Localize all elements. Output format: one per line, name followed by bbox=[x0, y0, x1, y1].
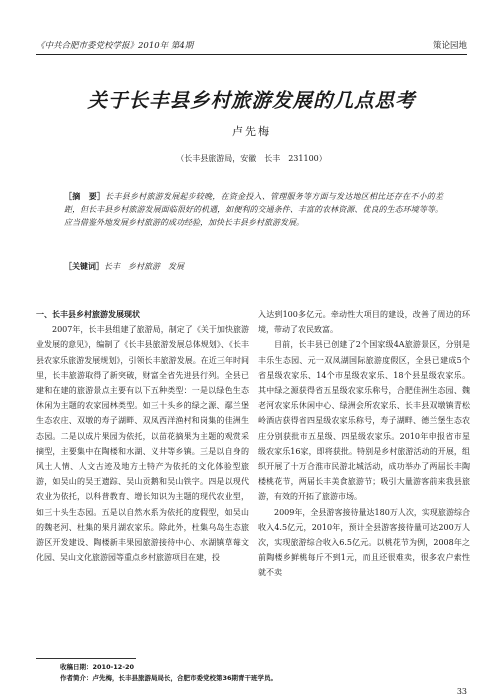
running-header bbox=[36, 39, 467, 53]
header-rule bbox=[36, 54, 467, 55]
author-bio: 作者简介：卢先梅，长丰县旅游局局长，合肥市委党校第36期青干班学员。 bbox=[60, 674, 278, 682]
abstract-text: 长丰县乡村旅游发展起步较晚，在资金投入、管理服务等方面与发达地区相比还存在不小的差距，但长丰县乡村旅游发展面临很好的机遇，如便利的交通条件、丰富的农林资源、优良的生态环境等等。应当借鉴外地发展乡村旅游的成功经验，加快长丰县乡村旅游发展。 bbox=[64, 192, 444, 227]
left-column bbox=[36, 307, 249, 565]
author-name: 卢先梅 bbox=[232, 125, 271, 138]
article-title: 关于长丰县乡村旅游发展的几点思考 bbox=[87, 89, 416, 112]
abstract-label: ［摘 要］ bbox=[64, 191, 106, 201]
received-date: 收稿日期：2010-12-20 bbox=[60, 663, 135, 671]
keywords bbox=[64, 261, 184, 272]
footnote-rule bbox=[36, 658, 136, 659]
keywords-text: 长丰 乡村旅游 发展 bbox=[104, 262, 184, 271]
body-paragraph: 2007年，长丰县组建了旅游局，制定了《关于加快旅游业发展的意见》，编制了《长丰县旅游发展总体规划》、《长丰县农家乐旅游发展规划》，引领长丰旅游发展。在近三年时间里，长丰旅游取得了新突破，财富全省先进县行列。全县已建和在建的旅游景点主要有以下五种类型：一是以绿色生态休闲为主题的农家园林类型。如三十头乡的绿之源、鄢兰堡生态农庄、双墩的寿子湖畔、双凤西洋渔村和岗集的佳洲生态园。二是以成片果园为依托，以苗花摘果为主题的观赏采摘型，主要集中在陶楼和水湖、义井等乡镇。三是以自身的风土人情、人文古迹及地方土特产为依托的文化体验型旅游，如吴山的吴王遗踪、吴山贡鹅和吴山铁字。四是以现代农业为依托，以科普教育、增长知识为主题的现代农业型，如三十头生态园。五是以自然水系为依托的度假型，如吴山的魏老河、杜集的果月湖农家乐。除此外，杜集乌岛生态旅游区开发建设、陶楼新丰果园旅游接待中心、水湖镇草莓文化园、吴山文化旅游园等重点乡村旅游项目在建，投 bbox=[36, 325, 249, 563]
body-paragraph: 2009年，全县游客接待量达180万人次，实现旅游综合收入4.5亿元，2010年，预计全县游客接待量可达200万人次，实现旅游综合收入6.5亿元。以桃花节为例，2008年之前陶楼乡鲜桃每斤不到1元，而且还很难卖，很多农户索性就不卖 bbox=[258, 507, 470, 578]
section-name: 策论园地 bbox=[432, 41, 467, 51]
author-affiliation: （长丰县旅游局，安徽 长丰 231100） bbox=[176, 154, 327, 163]
right-column bbox=[258, 307, 470, 581]
abstract bbox=[64, 190, 443, 229]
body-paragraph: 目前，长丰县已创建了2个国家级4A旅游景区，分别是丰乐生态园、元一双凤湖国际旅游度假区，全县已建成5个省星级农家乐、14个市星级农家乐、18个县星级农家乐。其中绿之源获得省五星级农家乐称号，合肥佳洲生态园、魏老河农家乐休闲中心、绿洲会所农家乐、长丰县双墩镇青松岭酒店获得省四星级农家乐称号，寿子湖畔、德兰堡生态农庄分别获批市五星级、四星级农家乐。2010年申报省市星级农家乐16家，即将获批。特别是乡村旅游活动的开展，组织开展了十万合淮市民游北城活动，成功举办了两届长丰陶楼桃花节，两届长丰美食旅游节；吸引大量游客前来我县旅游，有效的开拓了旅游市场。 bbox=[258, 340, 470, 502]
journal-name: 《中共合肥市委党校学报》2010年 第4期 bbox=[36, 41, 194, 51]
section-heading: 一、长丰县乡村旅游发展现状 bbox=[36, 310, 140, 319]
body-paragraph: 入达到100多亿元。牵动性大项目的建设，改善了周边的环境，带动了农民致富。 bbox=[258, 310, 470, 335]
page-number: 33 bbox=[456, 687, 467, 696]
keywords-label: ［关键词］ bbox=[64, 261, 104, 271]
